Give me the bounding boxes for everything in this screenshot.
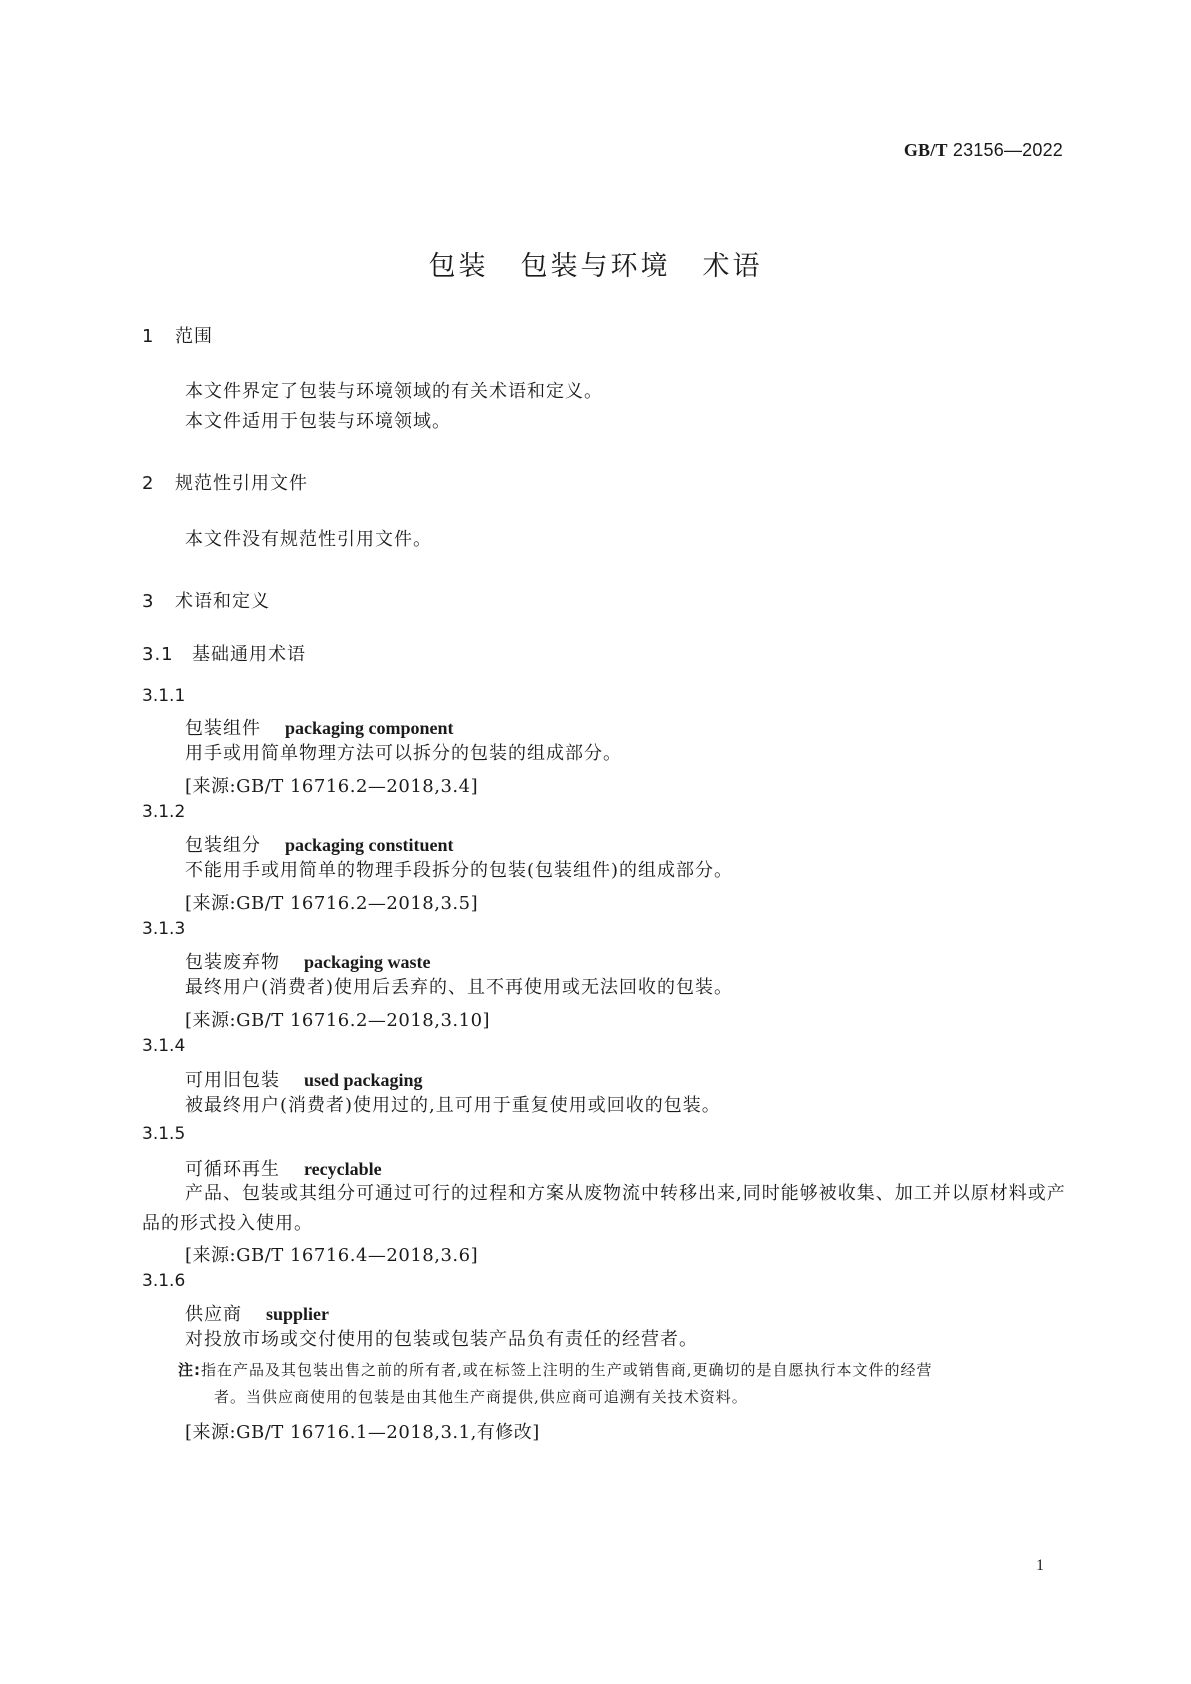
term-zh: 包装组件: [185, 718, 261, 739]
subsection-title: 基础通用术语: [192, 644, 306, 665]
term-definition-3-1-3: 最终用户(消费者)使用后丢弃的、且不再使用或无法回收的包装。: [185, 977, 734, 998]
term-number-3-1-1: 3.1.1: [142, 686, 186, 706]
subsection-heading-3-1: [142, 640, 306, 666]
normative-references-paragraph: 本文件没有规范性引用文件。: [185, 529, 432, 550]
term-en: supplier: [266, 1304, 330, 1324]
term-en: packaging constituent: [285, 835, 454, 855]
term-number-3-1-3: 3.1.3: [142, 919, 186, 939]
section-heading-3: [142, 587, 270, 613]
section-title: 术语和定义: [175, 591, 270, 612]
scope-paragraph-1: 本文件界定了包装与环境领域的有关术语和定义。: [185, 381, 603, 402]
section-number: 2: [142, 473, 155, 494]
note-label: 注:: [178, 1361, 201, 1379]
term-en: recyclable: [304, 1159, 382, 1179]
term-name-3-1-4: [185, 1066, 423, 1092]
term-definition-3-1-2: 不能用手或用简单的物理手段拆分的包装(包装组件)的组成部分。: [185, 860, 734, 881]
term-number-3-1-4: 3.1.4: [142, 1036, 186, 1056]
section-number: 3: [142, 591, 155, 612]
term-zh: 可循环再生: [185, 1159, 280, 1180]
term-name-3-1-1: [185, 714, 454, 740]
term-number-3-1-5: 3.1.5: [142, 1124, 186, 1144]
section-heading-1: [142, 322, 213, 348]
term-zh: 可用旧包装: [185, 1070, 280, 1091]
term-number-3-1-2: 3.1.2: [142, 802, 186, 822]
term-zh: 包装废弃物: [185, 952, 280, 973]
term-source-3-1-5: [来源:GB/T 16716.4—2018,3.6]: [185, 1245, 479, 1266]
scope-paragraph-2: 本文件适用于包装与环境领域。: [185, 411, 451, 432]
term-source-3-1-3: [来源:GB/T 16716.2—2018,3.10]: [185, 1010, 491, 1031]
term-definition-3-1-4: 被最终用户(消费者)使用过的,且可用于重复使用或回收的包装。: [185, 1095, 721, 1116]
standard-code: [904, 140, 1063, 161]
term-zh: 供应商: [185, 1304, 242, 1325]
term-name-3-1-2: [185, 831, 454, 857]
title-part-3: 术语: [702, 251, 763, 282]
term-source-3-1-6: [来源:GB/T 16716.1—2018,3.1,有修改]: [185, 1422, 540, 1443]
term-name-3-1-5: [185, 1155, 382, 1181]
note-line-1: 指在产品及其包装出售之前的所有者,或在标签上注明的生产或销售商,更确切的是自愿执行本文件的经营: [201, 1361, 933, 1379]
term-zh: 包装组分: [185, 835, 261, 856]
term-name-3-1-6: [185, 1300, 329, 1326]
term-note-3-1-6: [178, 1357, 1068, 1411]
term-definition-3-1-1: 用手或用简单物理方法可以拆分的包装的组成部分。: [185, 743, 622, 764]
page-number: 1: [1036, 1557, 1044, 1574]
term-definition-3-1-6: 对投放市场或交付使用的包装或包装产品负有责任的经营者。: [185, 1329, 698, 1350]
section-title: 规范性引用文件: [175, 473, 308, 494]
term-source-3-1-2: [来源:GB/T 16716.2—2018,3.5]: [185, 893, 479, 914]
standard-prefix: GB/T: [903, 140, 948, 160]
title-part-2: 包装与环境: [520, 251, 671, 282]
title-part-1: 包装: [428, 251, 489, 282]
term-en: used packaging: [304, 1070, 423, 1090]
note-line-2: 者。当供应商使用的包装是由其他生产商提供,供应商可追溯有关技术资料。: [214, 1388, 748, 1406]
term-definition-3-1-5: 产品、包装或其组分可通过可行的过程和方案从废物流中转移出来,同时能够被收集、加工并以原材料或产品的形式投入使用。: [142, 1183, 1066, 1234]
section-heading-2: [142, 469, 308, 495]
standard-number: 23156—2022: [952, 140, 1063, 160]
term-source-3-1-1: [来源:GB/T 16716.2—2018,3.4]: [185, 776, 479, 797]
term-en: packaging waste: [304, 952, 431, 972]
term-number-3-1-6: 3.1.6: [142, 1271, 186, 1291]
section-number: 1: [142, 326, 155, 347]
subsection-number: 3.1: [142, 644, 174, 665]
term-en: packaging component: [285, 718, 454, 738]
section-title: 范围: [175, 326, 213, 347]
document-title: [0, 244, 1191, 283]
term-name-3-1-3: [185, 948, 431, 974]
